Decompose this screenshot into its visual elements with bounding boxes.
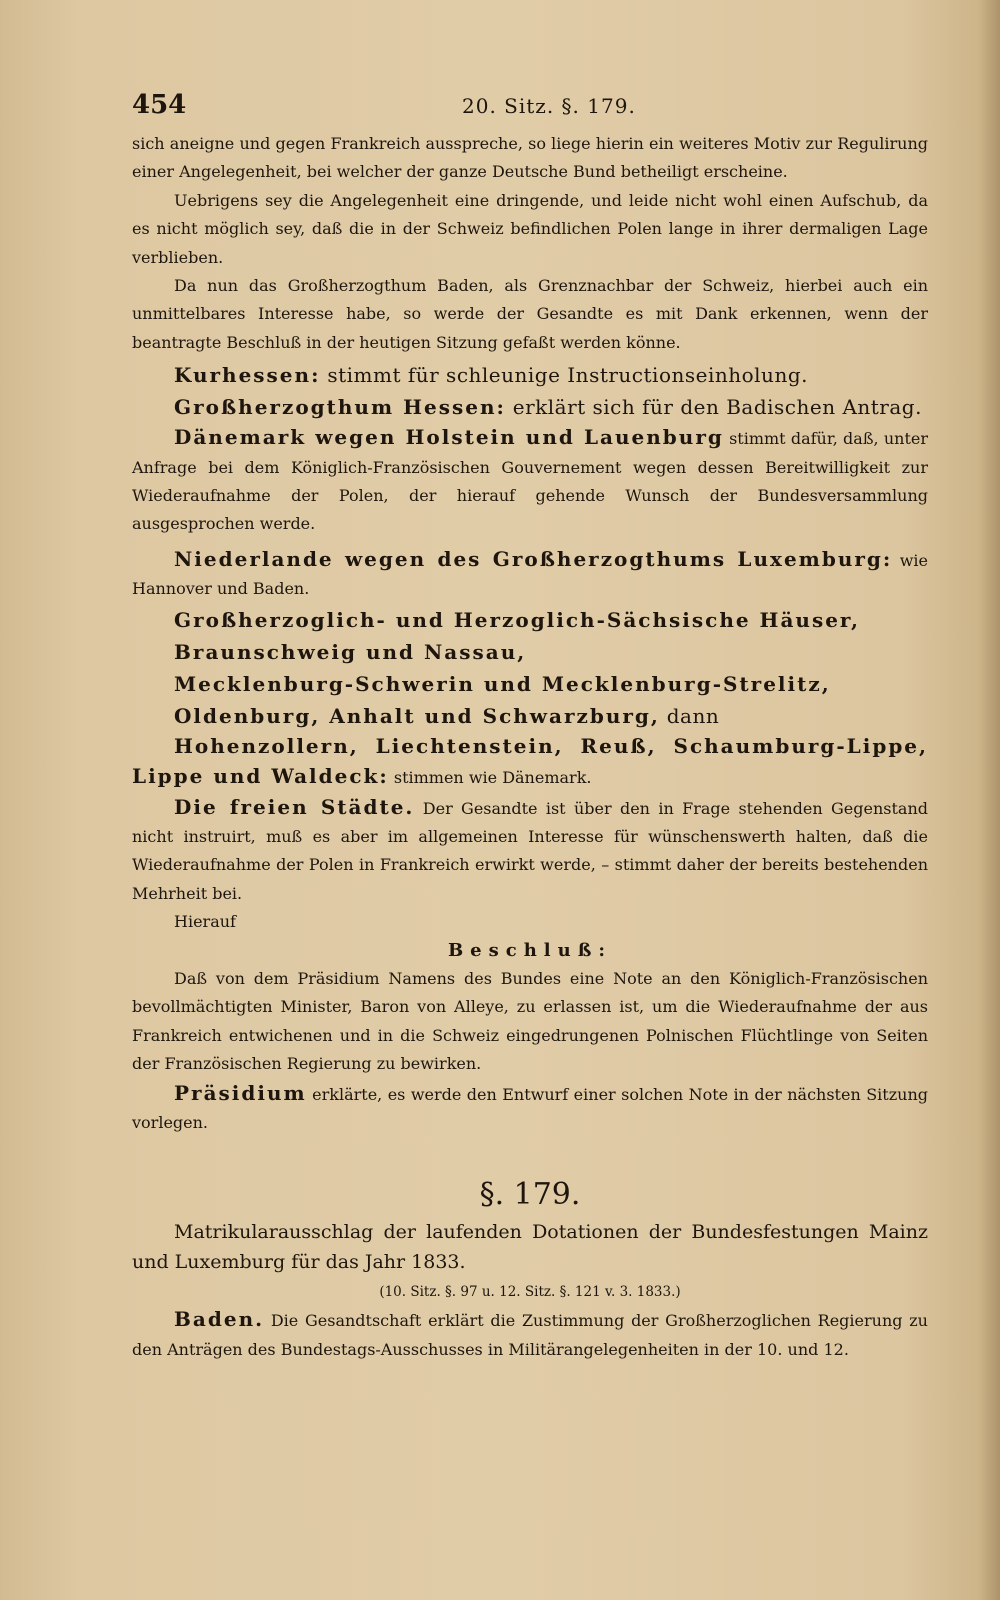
vote-staedte-text: Der Gesandte ist über den in Frage stehenden Gegenstand nicht instruirt, muß es aber im allgemeinen Interesse für wünschenswerth halten, daß die Wiederaufnahme der Polen in Frankreich erwirkt werde, – stimmt daher der bereits bestehenden Mehrheit bei. <box>132 798 929 903</box>
vote-staedte <box>132 793 928 909</box>
vote-hessen-text: erklärt sich für den Badischen Antrag. <box>512 395 922 420</box>
houses-line-4-text: dann <box>666 703 720 728</box>
houses-line-2: Braunschweig und Nassau, <box>174 639 527 664</box>
vote-houses-line-2 <box>132 636 928 668</box>
resolution-intro: Hierauf <box>174 912 236 932</box>
vote-staedte-name: Die freien Städte. <box>174 794 415 819</box>
vote-daenemark-text: stimmt dafür, daß, unter Anfrage bei dem Königlich-Französischen Gouvernement wegen dessen Bereitwilligkeit zur Wiederaufnahme der Polen, der hierauf gehende Wunsch der Bundesversammlung ausgesprochen werde. <box>132 429 928 534</box>
page-header <box>132 90 928 130</box>
vote-kurhessen-name: Kurhessen: <box>174 363 321 388</box>
houses-line-3: Mecklenburg-Schwerin und Mecklenburg-Strelitz, <box>174 671 831 696</box>
vote-daenemark-name: Dänemark wegen Holstein und Lauenburg <box>174 425 724 450</box>
vote-niederlande <box>132 545 928 604</box>
page-number: 454 <box>132 90 187 120</box>
section-reference: (10. Sitz. §. 97 u. 12. Sitz. §. 121 v. 3. 1833.) <box>379 1284 681 1301</box>
vote-baden-text: Die Gesandtschaft erklärt die Zustimmung der Großherzoglichen Regierung zu den Anträgen des Bundestags-Ausschusses in Militärangelegenheiten in der 10. und 12. <box>132 1311 928 1359</box>
page-body <box>132 130 928 1364</box>
praesidium-name: Präsidium <box>174 1080 307 1105</box>
section-number: §. 179. <box>479 1177 581 1213</box>
vote-hessen-name: Großherzogthum Hessen: <box>174 395 506 420</box>
paragraph-continued: sich aneigne und gegen Frankreich ausspreche, so liege hierin ein weiteres Motiv zur Regulirung einer Angelegenheit, bei welcher der ganze Deutsche Bund betheiligt erscheine. <box>132 134 928 182</box>
resolution-text: Daß von dem Präsidium Namens des Bundes eine Note an den Königlich-Französischen bevollmächtigten Minister, Baron von Alleye, zu erlassen ist, um die Wiederaufnahme der aus Frankreich entwichenen und in die Schweiz eingedrungenen Polnischen Flüchtlinge von Seiten der Französischen Regierung zu bewirken. <box>132 968 928 1074</box>
vote-hessen <box>132 391 928 423</box>
section-title: Matrikularausschlag der laufenden Dotationen der Bundesfestungen Mainz und Luxemburg für das Jahr 1833. <box>132 1221 928 1274</box>
resolution-heading: Beschluß: <box>447 939 613 961</box>
vote-baden <box>132 1305 928 1364</box>
praesidium-text: erklärte, es werde den Entwurf einer solchen Note in der nächsten Sitzung vorlegen. <box>132 1084 928 1132</box>
vote-houses-line-4 <box>132 700 928 732</box>
vote-houses-line-1 <box>132 604 928 636</box>
vote-daenemark <box>132 423 928 539</box>
paragraph-baden-interest: Da nun das Großherzogthum Baden, als Grenznachbar der Schweiz, hierbei auch ein unmittelbares Interesse habe, so werde der Gesandte es mit Dank erkennen, wenn der beantragte Beschluß in der heutigen Sitzung gefaßt werden könne. <box>132 276 928 352</box>
houses-line-5: Hohenzollern, Liechtenstein, Reuß, Schaumburg-Lippe, Lippe und Waldeck: <box>132 733 928 789</box>
houses-line-4: Oldenburg, Anhalt und Schwarzburg, <box>174 703 660 728</box>
vote-houses-line-3 <box>132 668 928 700</box>
page-edge-shadow <box>978 0 1000 1600</box>
paragraph-urgency: Uebrigens sey die Angelegenheit eine dringende, und leide nicht wohl einen Aufschub, da es nicht möglich sey, daß die in der Schweiz befindlichen Polen lange in ihrer dermaligen Lage verblieben. <box>132 190 928 267</box>
vote-houses-line-5 <box>132 732 928 793</box>
vote-kurhessen-text: stimmt für schleunige Instructionseinholung. <box>327 363 808 388</box>
vote-baden-name: Baden. <box>174 1307 265 1332</box>
praesidium-statement <box>132 1079 928 1138</box>
houses-text: stimmen wie Dänemark. <box>393 768 592 788</box>
vote-niederlande-name: Niederlande wegen des Großherzogthums Luxemburg: <box>174 546 893 571</box>
houses-line-1: Großherzoglich- und Herzoglich-Sächsische Häuser, <box>174 607 860 632</box>
vote-kurhessen <box>132 359 928 391</box>
running-head: 20. Sitz. §. 179. <box>462 94 636 118</box>
vote-niederlande-text: wie Hannover und Baden. <box>132 550 928 599</box>
